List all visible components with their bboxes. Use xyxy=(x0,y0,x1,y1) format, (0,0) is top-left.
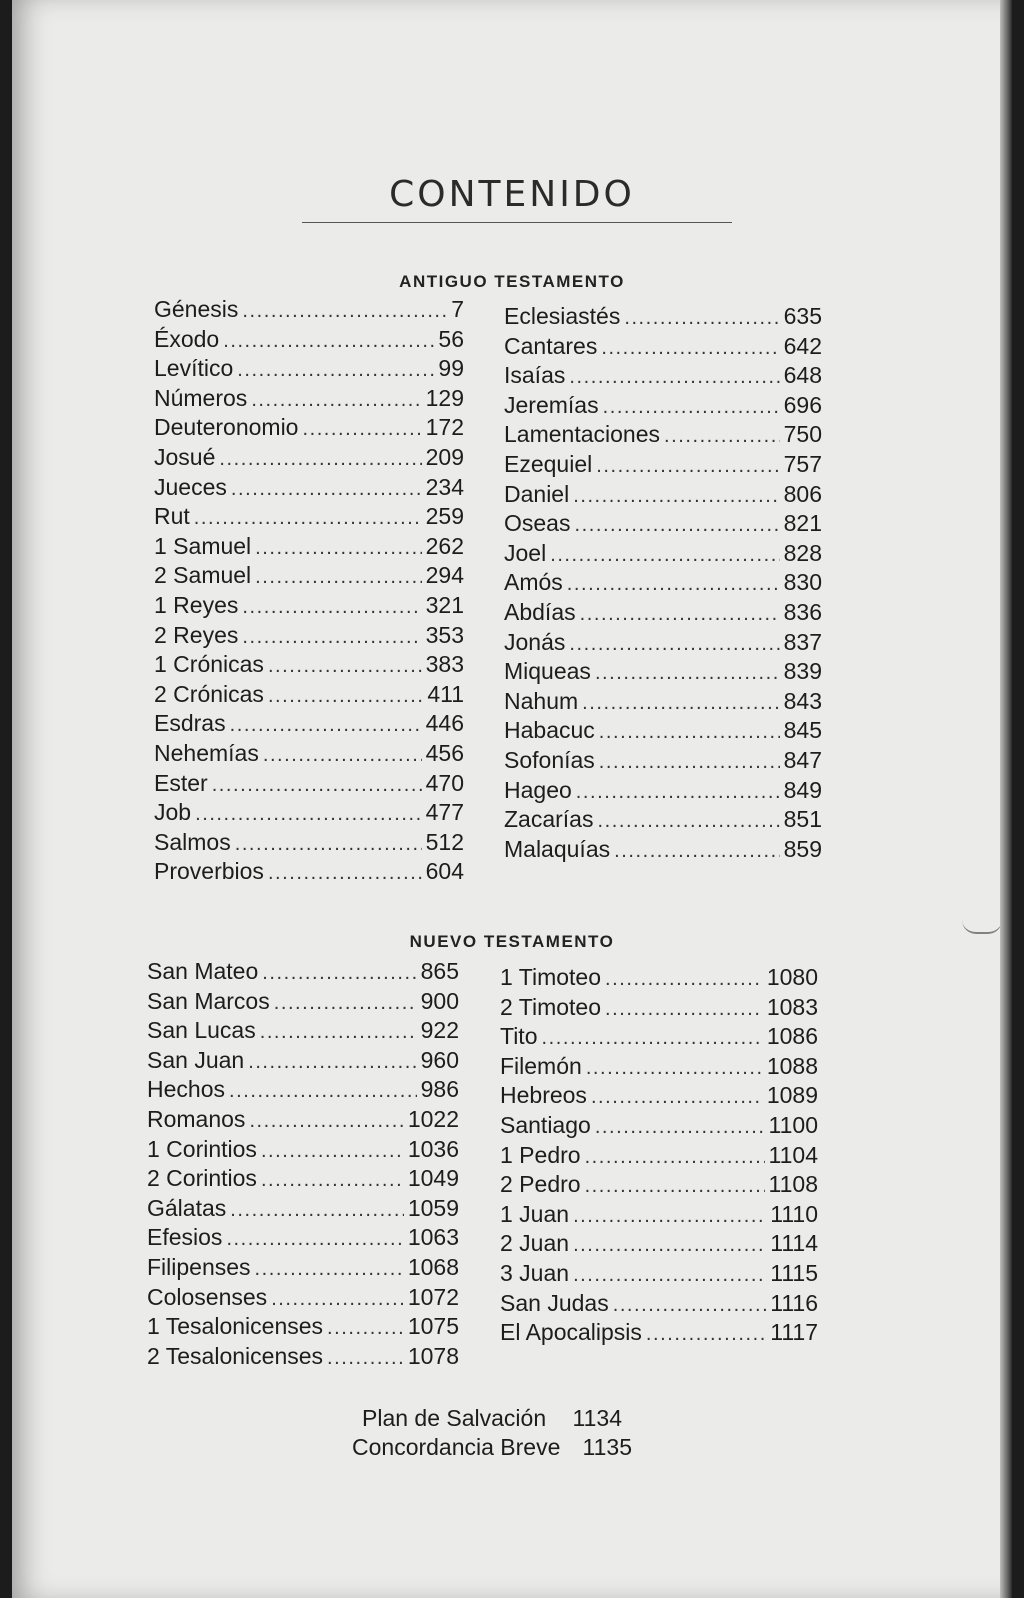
book-name: Filipenses xyxy=(147,1253,251,1280)
book-name: Eclesiastés xyxy=(504,303,621,329)
toc-entry[interactable] xyxy=(504,333,822,363)
leader-dots xyxy=(569,633,779,656)
leader-dots xyxy=(605,998,763,1021)
toc-entry[interactable] xyxy=(154,740,464,770)
book-name: Esdras xyxy=(154,710,226,737)
toc-entry[interactable] xyxy=(147,1284,459,1314)
toc-entry[interactable] xyxy=(147,988,459,1018)
leader-dots xyxy=(231,478,422,501)
page-number: 1078 xyxy=(407,1342,459,1369)
book-name: 2 Tesalonicenses xyxy=(147,1342,324,1369)
page-number: 56 xyxy=(438,325,464,352)
book-name: Santiago xyxy=(500,1111,591,1138)
leader-dots xyxy=(242,300,447,323)
book-name: Lamentaciones xyxy=(504,421,660,448)
leader-dots xyxy=(624,307,779,330)
toc-entry[interactable] xyxy=(147,1136,459,1166)
leader-dots xyxy=(260,1021,417,1044)
leader-dots xyxy=(582,692,779,715)
page-number: 294 xyxy=(425,562,464,589)
page-number: 642 xyxy=(783,332,822,359)
toc-entry[interactable] xyxy=(147,1343,459,1373)
page-number: 1104 xyxy=(768,1141,818,1168)
book-name: 2 Samuel xyxy=(154,562,252,589)
book-name: Jeremías xyxy=(504,391,599,418)
toc-entry[interactable] xyxy=(500,1053,818,1083)
leader-dots xyxy=(569,366,779,389)
book-name: Joel xyxy=(504,539,547,566)
page-number: 99 xyxy=(438,355,464,382)
toc-entry[interactable] xyxy=(154,414,464,444)
book-name: Éxodo xyxy=(154,325,220,352)
page-number: 321 xyxy=(425,591,464,618)
book-name: Nehemías xyxy=(154,739,259,766)
leader-dots xyxy=(597,810,779,833)
page-number: 837 xyxy=(783,628,822,655)
toc-entry[interactable] xyxy=(504,362,822,392)
book-binding-edge xyxy=(1000,0,1012,1598)
toc-entry[interactable] xyxy=(504,451,822,481)
old-testament-left-column xyxy=(154,296,464,888)
leader-dots xyxy=(242,626,421,649)
toc-entry[interactable] xyxy=(504,599,822,629)
page-number: 477 xyxy=(425,799,464,826)
leader-dots xyxy=(230,714,422,737)
toc-entry[interactable] xyxy=(504,658,822,688)
page-number: 1110 xyxy=(770,1200,818,1227)
toc-entry[interactable] xyxy=(154,770,464,800)
page-number: 1116 xyxy=(770,1289,818,1316)
book-name: 1 Tesalonicenses xyxy=(147,1313,324,1340)
page-number: 262 xyxy=(425,532,464,559)
leader-dots xyxy=(573,1264,766,1287)
book-name: 1 Reyes xyxy=(154,591,239,618)
book-name: 2 Crónicas xyxy=(154,680,264,707)
toc-entry[interactable] xyxy=(504,629,822,659)
toc-entry[interactable] xyxy=(500,1230,818,1260)
book-name: Habacuc xyxy=(504,717,595,744)
leader-dots xyxy=(576,781,780,804)
toc-entry[interactable] xyxy=(504,481,822,511)
leader-dots xyxy=(223,330,434,353)
book-name: Filemón xyxy=(500,1052,582,1079)
toc-entry[interactable] xyxy=(154,829,464,859)
page-number: 456 xyxy=(425,739,464,766)
leader-dots xyxy=(268,862,422,885)
leader-dots xyxy=(251,389,421,412)
book-name: Josué xyxy=(154,443,216,470)
book-name: San Judas xyxy=(500,1289,609,1316)
book-name: Tito xyxy=(500,1023,538,1050)
page-number: 821 xyxy=(783,510,822,537)
page-number: 847 xyxy=(783,746,822,773)
toc-entry[interactable] xyxy=(147,1047,459,1077)
page-number: 411 xyxy=(427,680,464,707)
toc-entry[interactable] xyxy=(504,421,822,451)
leader-dots xyxy=(268,655,422,678)
new-testament-right-column xyxy=(500,964,818,1349)
toc-entry[interactable] xyxy=(504,303,822,333)
toc-entry[interactable] xyxy=(154,503,464,533)
page-number: 828 xyxy=(783,539,822,566)
toc-entry[interactable] xyxy=(504,392,822,422)
page-number: 1059 xyxy=(407,1194,459,1221)
toc-entry[interactable] xyxy=(504,836,822,866)
leader-dots xyxy=(268,685,423,708)
page-number: 1022 xyxy=(407,1105,459,1132)
leader-dots xyxy=(567,573,780,596)
toc-entry[interactable] xyxy=(147,1165,459,1195)
book-name: Números xyxy=(154,384,248,411)
extra-entry-name: Concordancia Breve xyxy=(352,1434,561,1460)
book-name: Romanos xyxy=(147,1105,246,1132)
leader-dots xyxy=(595,1116,765,1139)
new-testament-left-column xyxy=(147,958,459,1372)
leader-dots xyxy=(237,359,434,382)
toc-entry[interactable] xyxy=(147,1254,459,1284)
toc-entry[interactable] xyxy=(504,540,822,570)
toc-entry[interactable] xyxy=(154,651,464,681)
page-number: 986 xyxy=(420,1076,459,1103)
leader-dots xyxy=(580,603,780,626)
toc-entry[interactable] xyxy=(504,688,822,718)
leader-dots xyxy=(235,833,422,856)
leader-dots xyxy=(586,1057,763,1080)
bleed-through-text xyxy=(12,60,1012,84)
book-name: San Mateo xyxy=(147,958,259,984)
leader-dots xyxy=(550,544,779,567)
book-name: Amós xyxy=(504,569,563,596)
book-name: 2 Timoteo xyxy=(500,993,601,1020)
leader-dots xyxy=(242,596,421,619)
book-name: 2 Reyes xyxy=(154,621,239,648)
leader-dots xyxy=(585,1175,765,1198)
book-name: Efesios xyxy=(147,1224,223,1251)
book-name: 1 Timoteo xyxy=(500,964,601,990)
book-name: Rut xyxy=(154,503,190,530)
book-name: Deuteronomio xyxy=(154,414,299,441)
page-number: 1114 xyxy=(770,1230,818,1257)
toc-entry[interactable] xyxy=(154,681,464,711)
leader-dots xyxy=(255,566,421,589)
leader-dots xyxy=(195,803,422,826)
old-testament-heading: ANTIGUO TESTAMENTO xyxy=(399,272,625,291)
book-name: Cantares xyxy=(504,332,598,359)
leader-dots xyxy=(248,1051,416,1074)
extra-entry-name: Plan de Salvación xyxy=(362,1405,547,1431)
leader-dots xyxy=(194,507,422,530)
book-name: Génesis xyxy=(154,296,239,322)
leader-dots xyxy=(230,1199,404,1222)
book-name: Ezequiel xyxy=(504,450,593,477)
page-number: 1083 xyxy=(766,993,818,1020)
leader-dots xyxy=(249,1110,403,1133)
leader-dots xyxy=(601,337,779,360)
toc-entry[interactable] xyxy=(147,958,459,988)
leader-dots xyxy=(613,1294,767,1317)
leader-dots xyxy=(226,1228,403,1251)
book-page xyxy=(12,0,1012,1598)
page-number: 830 xyxy=(783,569,822,596)
toc-entry[interactable] xyxy=(154,385,464,415)
toc-entry[interactable] xyxy=(154,444,464,474)
page-number: 843 xyxy=(783,687,822,714)
toc-entry[interactable] xyxy=(500,994,818,1024)
book-name: Hechos xyxy=(147,1076,225,1103)
toc-entry[interactable] xyxy=(504,510,822,540)
book-name: Hageo xyxy=(504,776,572,803)
leader-dots xyxy=(229,1080,417,1103)
book-name: Salmos xyxy=(154,828,231,855)
book-name: Levítico xyxy=(154,355,234,382)
page-number: 7 xyxy=(451,296,464,322)
page-number: 1117 xyxy=(770,1319,818,1346)
page-number: 836 xyxy=(783,598,822,625)
book-name: Oseas xyxy=(504,510,571,537)
book-name: Gálatas xyxy=(147,1194,227,1221)
toc-entry[interactable] xyxy=(154,474,464,504)
toc-entry[interactable] xyxy=(500,1201,818,1231)
book-name: San Lucas xyxy=(147,1017,256,1044)
page-number: 806 xyxy=(783,480,822,507)
toc-entry[interactable] xyxy=(154,355,464,385)
page-number: 851 xyxy=(783,806,822,833)
page-number: 1072 xyxy=(407,1283,459,1310)
page-number: 960 xyxy=(420,1046,459,1073)
toc-entry[interactable] xyxy=(504,569,822,599)
page-number: 446 xyxy=(425,710,464,737)
page-number: 839 xyxy=(783,658,822,685)
book-name: Zacarías xyxy=(504,806,594,833)
page-number: 635 xyxy=(783,303,822,329)
page-number: 1115 xyxy=(770,1259,818,1286)
toc-entry[interactable] xyxy=(147,1195,459,1225)
page-number: 1075 xyxy=(407,1313,459,1340)
leader-dots xyxy=(255,1258,404,1281)
toc-entry[interactable] xyxy=(500,1171,818,1201)
toc-entry[interactable] xyxy=(500,1142,818,1172)
page-number: 922 xyxy=(420,1017,459,1044)
book-name: Hebreos xyxy=(500,1082,587,1109)
page-number: 845 xyxy=(783,717,822,744)
toc-entry[interactable] xyxy=(500,1260,818,1290)
extra-entry-concordancia xyxy=(352,1434,632,1461)
toc-entry[interactable] xyxy=(504,747,822,777)
toc-entry[interactable] xyxy=(154,622,464,652)
leader-dots xyxy=(262,962,416,985)
toc-entry[interactable] xyxy=(500,1082,818,1112)
book-name: Jonás xyxy=(504,628,566,655)
book-name: 1 Juan xyxy=(500,1200,570,1227)
book-name: San Juan xyxy=(147,1046,245,1073)
toc-entry[interactable] xyxy=(154,592,464,622)
toc-entry[interactable] xyxy=(147,1106,459,1136)
page-number: 900 xyxy=(420,987,459,1014)
toc-entry[interactable] xyxy=(147,1224,459,1254)
leader-dots xyxy=(274,992,417,1015)
page-number: 696 xyxy=(783,391,822,418)
book-name: Job xyxy=(154,799,192,826)
book-name: San Marcos xyxy=(147,987,270,1014)
extra-entry-plan xyxy=(362,1405,622,1432)
toc-entry[interactable] xyxy=(147,1313,459,1343)
book-name: El Apocalipsis xyxy=(500,1319,642,1346)
toc-entry[interactable] xyxy=(500,1023,818,1053)
leader-dots xyxy=(542,1027,763,1050)
extra-entry-page: 1134 xyxy=(572,1405,622,1431)
leader-dots xyxy=(261,1140,404,1163)
leader-dots xyxy=(212,774,422,797)
book-name: Jueces xyxy=(154,473,227,500)
page-number: 849 xyxy=(783,776,822,803)
page-number: 259 xyxy=(425,503,464,530)
page-title: CONTENIDO xyxy=(389,174,635,216)
toc-entry[interactable] xyxy=(154,296,464,326)
leader-dots xyxy=(605,968,763,991)
book-name: 1 Corintios xyxy=(147,1135,257,1162)
leader-dots xyxy=(271,1288,404,1311)
leader-dots xyxy=(595,662,780,685)
page-number: 1108 xyxy=(768,1171,818,1198)
book-name: Colosenses xyxy=(147,1283,268,1310)
toc-entry[interactable] xyxy=(154,326,464,356)
page-number: 1086 xyxy=(766,1023,818,1050)
extra-entry-page: 1135 xyxy=(582,1434,632,1460)
page-number: 1080 xyxy=(766,964,818,990)
toc-entry[interactable] xyxy=(500,1319,818,1349)
book-name: 3 Juan xyxy=(500,1259,570,1286)
leader-dots xyxy=(646,1323,766,1346)
book-name: 2 Corintios xyxy=(147,1165,257,1192)
page-number: 383 xyxy=(425,651,464,678)
toc-entry[interactable] xyxy=(154,858,464,888)
leader-dots xyxy=(574,514,779,537)
toc-entry[interactable] xyxy=(154,710,464,740)
book-name: Isaías xyxy=(504,362,566,389)
page-number: 750 xyxy=(783,421,822,448)
toc-entry[interactable] xyxy=(147,1076,459,1106)
toc-entry[interactable] xyxy=(154,562,464,592)
leader-dots xyxy=(255,537,421,560)
leader-dots xyxy=(327,1347,404,1370)
book-name: Abdías xyxy=(504,598,576,625)
page-number: 512 xyxy=(425,828,464,855)
page-number: 470 xyxy=(425,769,464,796)
page-number: 129 xyxy=(425,384,464,411)
book-name: 2 Juan xyxy=(500,1230,570,1257)
leader-dots xyxy=(219,448,421,471)
leader-dots xyxy=(591,1086,763,1109)
leader-dots xyxy=(327,1317,404,1340)
toc-entry[interactable] xyxy=(504,717,822,747)
page-number: 1089 xyxy=(766,1082,818,1109)
book-name: 2 Pedro xyxy=(500,1171,581,1198)
new-testament-heading: NUEVO TESTAMENTO xyxy=(409,932,615,951)
page-number: 234 xyxy=(425,473,464,500)
leader-dots xyxy=(261,1169,404,1192)
page-number: 1036 xyxy=(407,1135,459,1162)
leader-dots xyxy=(573,1234,766,1257)
page-number: 859 xyxy=(783,835,822,862)
page-number: 1049 xyxy=(407,1165,459,1192)
page-number: 1063 xyxy=(407,1224,459,1251)
page-number: 604 xyxy=(425,858,464,885)
book-name: Daniel xyxy=(504,480,570,507)
leader-dots xyxy=(664,425,780,448)
toc-entry[interactable] xyxy=(504,806,822,836)
toc-entry[interactable] xyxy=(147,1017,459,1047)
leader-dots xyxy=(599,721,780,744)
leader-dots xyxy=(263,744,422,767)
title-divider xyxy=(302,222,732,223)
old-testament-right-column xyxy=(504,303,822,865)
page-number: 353 xyxy=(425,621,464,648)
leader-dots xyxy=(573,485,779,508)
book-name: 1 Crónicas xyxy=(154,651,264,678)
page-number: 865 xyxy=(420,958,459,984)
page-number: 757 xyxy=(783,450,822,477)
leader-dots xyxy=(302,418,421,441)
leader-dots xyxy=(585,1146,765,1169)
toc-entry[interactable] xyxy=(500,1112,818,1142)
page-number: 1088 xyxy=(766,1052,818,1079)
leader-dots xyxy=(599,751,780,774)
toc-entry[interactable] xyxy=(154,533,464,563)
leader-dots xyxy=(573,1205,766,1228)
book-name: 1 Pedro xyxy=(500,1141,581,1168)
page-number: 1100 xyxy=(768,1111,818,1138)
toc-entry[interactable] xyxy=(504,777,822,807)
leader-dots xyxy=(603,396,780,419)
page-number: 1068 xyxy=(407,1253,459,1280)
page-number: 209 xyxy=(425,443,464,470)
book-name: Sofonías xyxy=(504,746,595,773)
book-name: Proverbios xyxy=(154,858,264,885)
toc-entry[interactable] xyxy=(500,1290,818,1320)
book-name: Nahum xyxy=(504,687,579,714)
book-name: Miqueas xyxy=(504,658,591,685)
leader-dots xyxy=(596,455,779,478)
page-number: 648 xyxy=(783,362,822,389)
book-name: Ester xyxy=(154,769,208,796)
toc-entry[interactable] xyxy=(500,964,818,994)
book-name: 1 Samuel xyxy=(154,532,252,559)
page-number: 172 xyxy=(425,414,464,441)
book-name: Malaquías xyxy=(504,835,611,862)
toc-entry[interactable] xyxy=(154,799,464,829)
leader-dots xyxy=(614,840,780,863)
